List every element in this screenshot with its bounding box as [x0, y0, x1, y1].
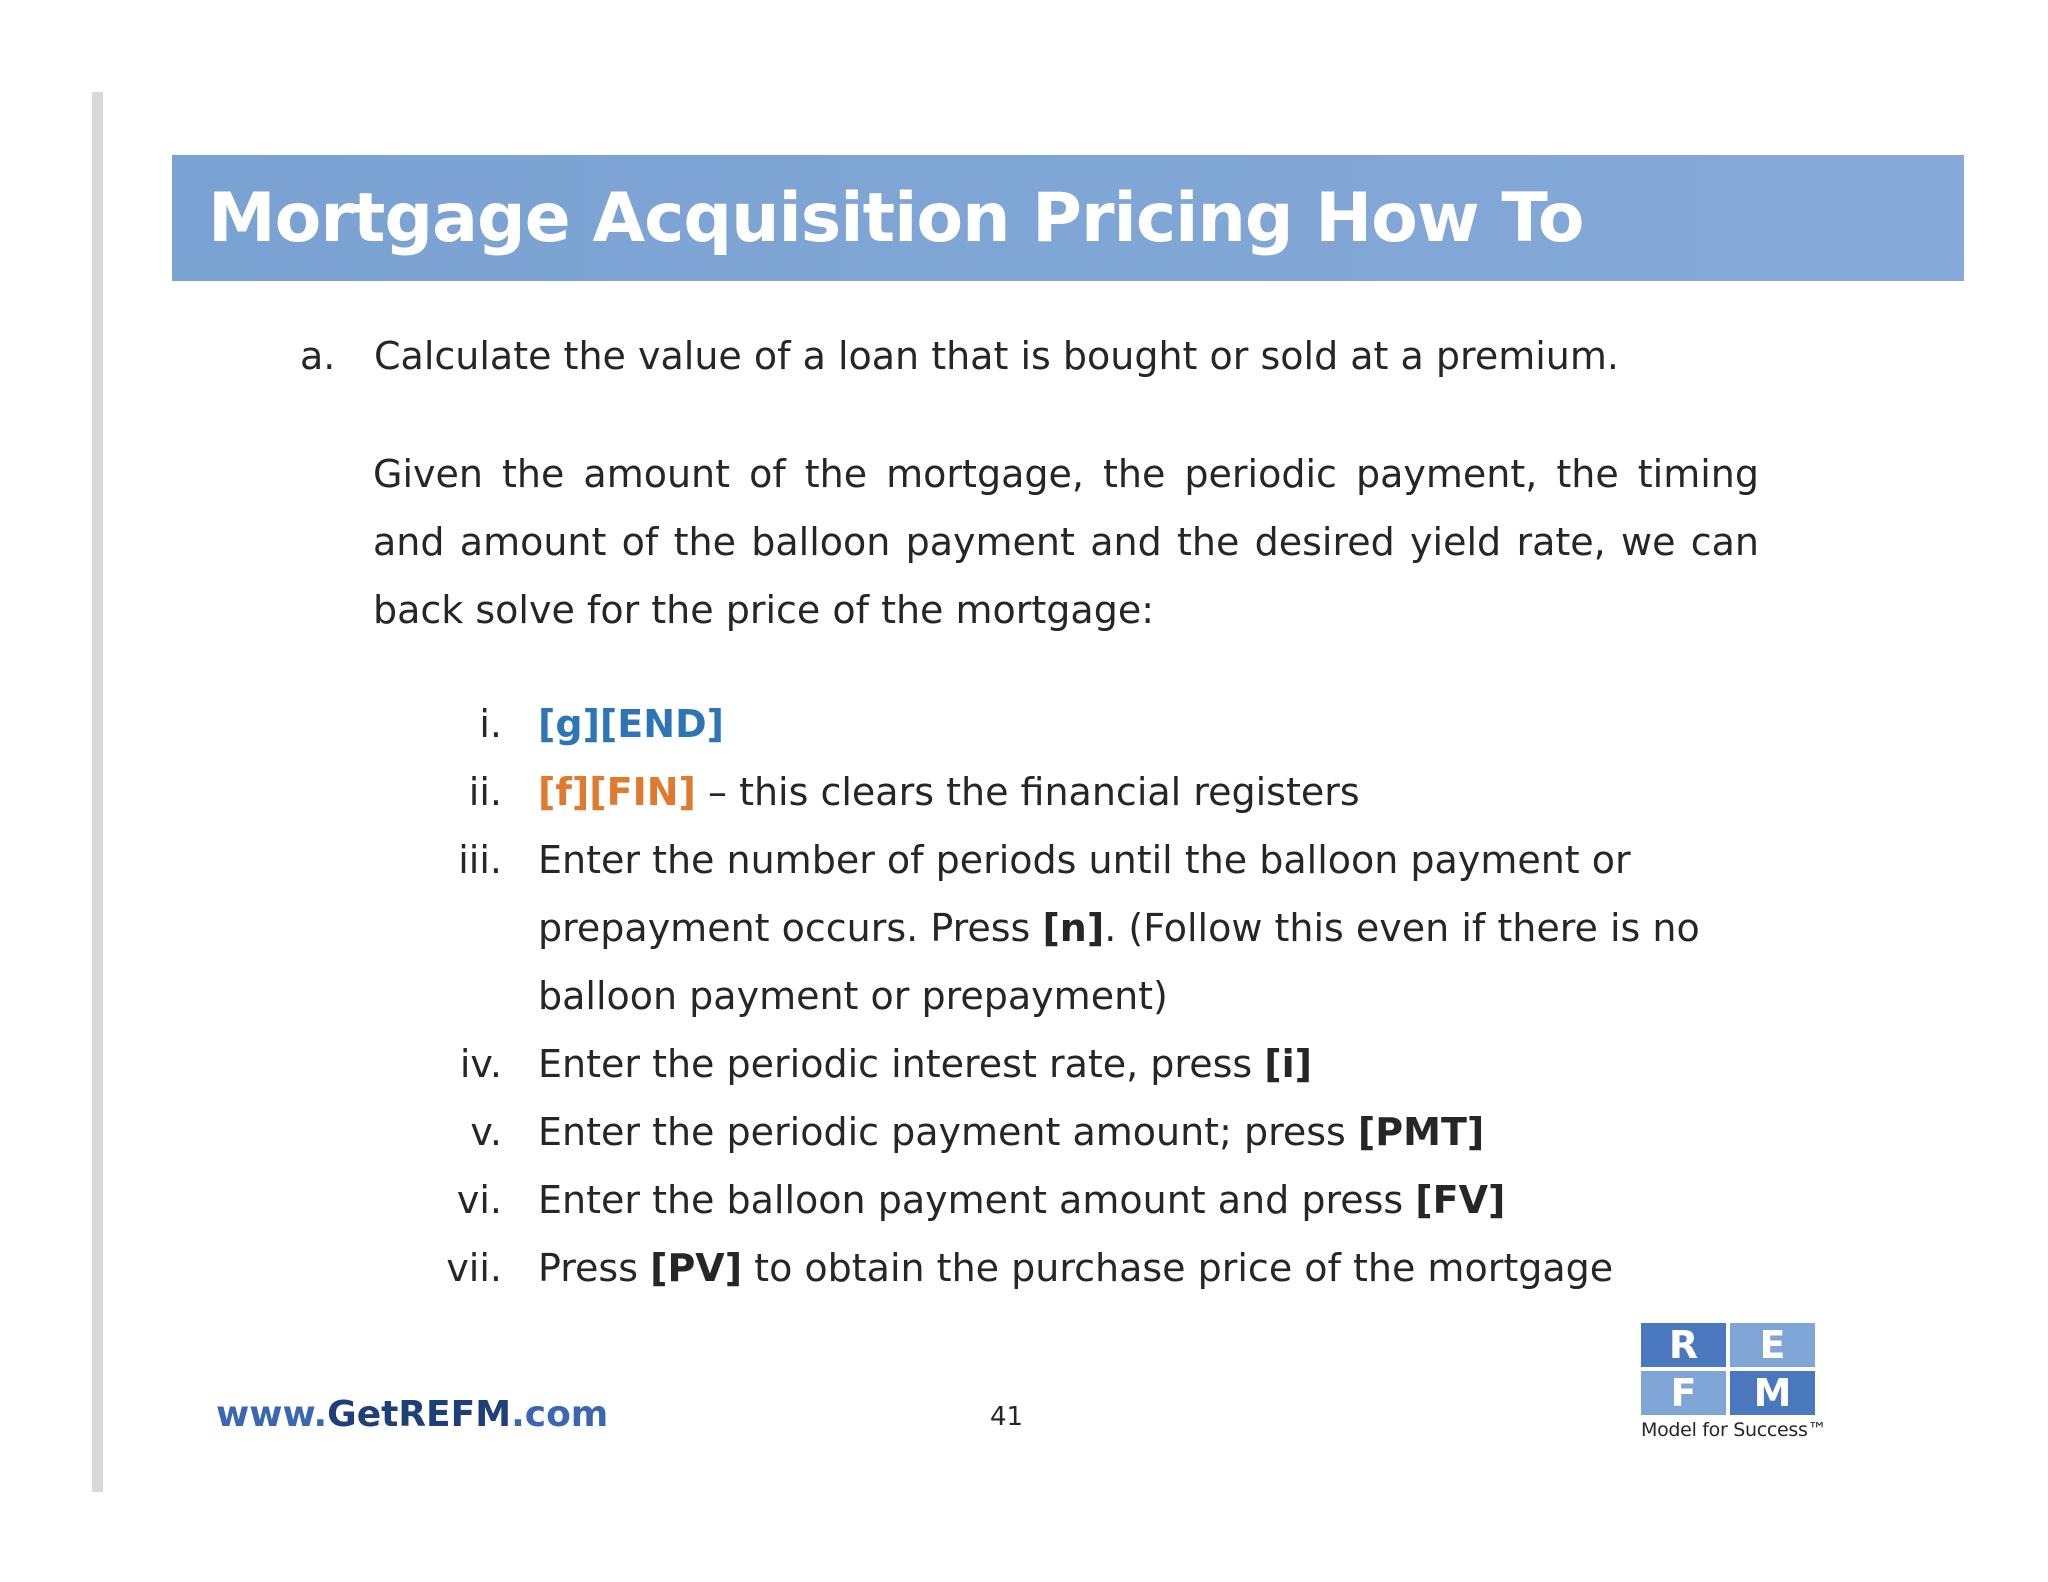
- step-5: [420, 1098, 1760, 1166]
- key-f-fin: [f][FIN]: [538, 770, 696, 814]
- logo-letter-r: R: [1641, 1323, 1726, 1367]
- step-number: ii.: [468, 770, 502, 814]
- step-text-before: Press: [538, 1246, 651, 1290]
- refm-logo: [1641, 1323, 1827, 1441]
- key-pmt: [PMT]: [1357, 1110, 1485, 1154]
- step-number: vii.: [446, 1246, 502, 1290]
- step-text-after: – this clears the financial registers: [695, 770, 1360, 814]
- step-body: [538, 826, 1738, 1030]
- list-marker-a: a.: [300, 334, 336, 378]
- step-number: iv.: [459, 1042, 502, 1086]
- step-4: [420, 1030, 1760, 1098]
- step-3: [420, 826, 1760, 1030]
- website-link[interactable]: [216, 1394, 608, 1435]
- step-body: [538, 1030, 1738, 1098]
- url-prefix: www.: [216, 1394, 328, 1435]
- left-margin-rule: [92, 92, 103, 1492]
- list-item-a-text: Calculate the value of a loan that is bought or sold at a premium.: [374, 334, 1619, 378]
- logo-tagline: Model for Success™: [1641, 1419, 1827, 1441]
- step-2: [420, 758, 1760, 826]
- logo-letter-e: E: [1730, 1323, 1815, 1367]
- list-item-a: [300, 334, 1619, 378]
- steps-list: [420, 690, 1760, 1302]
- url-brand: GetREFM: [327, 1394, 512, 1435]
- step-6: [420, 1166, 1760, 1234]
- step-text-after: to obtain the purchase price of the mortgage: [742, 1246, 1614, 1290]
- key-n: [n]: [1042, 906, 1105, 950]
- logo-letter-m: M: [1730, 1371, 1815, 1415]
- step-body: [538, 758, 1738, 826]
- step-text-before: Enter the periodic payment amount; press: [538, 1110, 1358, 1154]
- step-text-before: Enter the number of periods until the balloon payment or prepayment occurs. Press: [538, 838, 1631, 950]
- step-body: [538, 690, 1738, 758]
- step-text-after: . (Follow this even if there is no balloon payment or prepayment): [538, 906, 1700, 1018]
- step-text-before: Enter the periodic interest rate, press: [538, 1042, 1265, 1086]
- url-suffix: .com: [511, 1394, 609, 1435]
- step-number: iii.: [458, 838, 502, 882]
- page-number: 41: [990, 1402, 1024, 1432]
- title-bar: [172, 155, 1964, 281]
- step-text-before: Enter the balloon payment amount and press: [538, 1178, 1416, 1222]
- step-number: v.: [470, 1110, 502, 1154]
- step-body: [538, 1234, 1738, 1302]
- step-body: [538, 1166, 1738, 1234]
- step-7: [420, 1234, 1760, 1302]
- step-body: [538, 1098, 1738, 1166]
- logo-grid: [1641, 1323, 1815, 1415]
- key-i: [i]: [1264, 1042, 1313, 1086]
- key-fv: [FV]: [1415, 1178, 1506, 1222]
- slide-title: Mortgage Acquisition Pricing How To: [208, 178, 1584, 258]
- intro-paragraph: Given the amount of the mortgage, the periodic payment, the timing and amount of the balloon payment and the desired yield rate, we can back solve for the price of the mortgage:: [373, 452, 1759, 632]
- step-number: vi.: [456, 1178, 502, 1222]
- step-number: i.: [479, 702, 502, 746]
- key-pv: [PV]: [650, 1246, 743, 1290]
- logo-letter-f: F: [1641, 1371, 1726, 1415]
- key-g-end: [g][END]: [538, 702, 724, 746]
- step-1: [420, 690, 1760, 758]
